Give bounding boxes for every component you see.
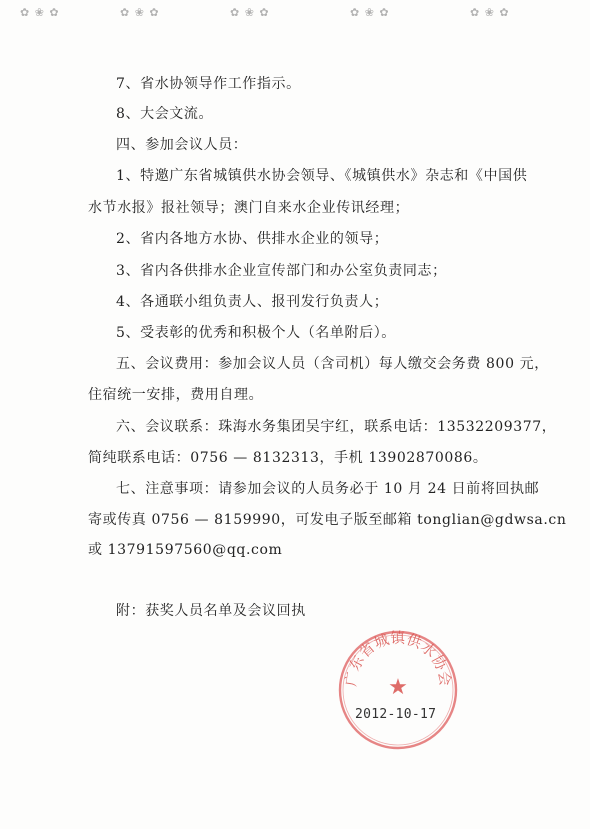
agenda-item-8: 8、大会文流。	[116, 106, 214, 122]
attachment-note: 附：获奖人员名单及会议回执	[116, 603, 306, 619]
section-contact-cont: 简纯联系电话：0756 — 8132313，手机 13902870086。	[88, 450, 488, 466]
section-fees: 五、会议费用：参加会议人员（含司机）每人缴交会务费 800 元，	[116, 356, 549, 372]
attendee-item-5: 5、受表彰的优秀和积极个人（名单附后）。	[116, 325, 396, 341]
seal-org-name: 广东省城镇供水协会	[343, 631, 453, 688]
attendee-item-4: 4、各通联小组负责人、报刊发行负责人；	[116, 294, 389, 310]
attendee-item-1-cont: 水节水报》报社领导；澳门自来水企业传讯经理；	[88, 200, 410, 216]
agenda-item-7: 7、省水协领导作工作指示。	[116, 76, 301, 92]
seal-star-icon: ★	[388, 675, 408, 700]
section-contact: 六、会议联系：珠海水务集团吴宇红，联系电话：13532209377，	[116, 419, 557, 435]
border-ornament: ✿ ❀ ✿	[230, 6, 270, 19]
border-ornament: ✿ ❀ ✿	[470, 6, 510, 19]
attendee-item-1: 1、特邀广东省城镇供水协会领导、《城镇供水》杂志和《中国供	[116, 168, 528, 184]
attendee-item-3: 3、省内各供排水企业宣传部门和办公室负责同志；	[116, 263, 447, 279]
seal-date: 2012-10-17	[355, 707, 437, 722]
border-ornament: ✿ ❀ ✿	[120, 6, 160, 19]
section-notes-cont: 寄或传真 0756 — 8159990，可发电子版至邮箱 tonglian@gdwsa.cn	[88, 512, 567, 528]
section-fees-cont: 住宿统一安排，费用自理。	[88, 387, 264, 403]
decorative-top-border	[0, 0, 590, 30]
border-ornament: ✿ ❀ ✿	[350, 6, 390, 19]
official-seal	[336, 628, 460, 752]
attendee-item-2: 2、省内各地方水协、供排水企业的领导；	[116, 231, 389, 247]
section-notes: 七、注意事项：请参加会议的人员务必于 10 月 24 日前将回执邮	[116, 481, 540, 497]
border-ornament: ✿ ❀ ✿	[20, 6, 60, 19]
section-heading-attendees: 四、参加会议人员：	[116, 137, 248, 153]
section-notes-email: 或 13791597560@qq.com	[88, 542, 283, 558]
